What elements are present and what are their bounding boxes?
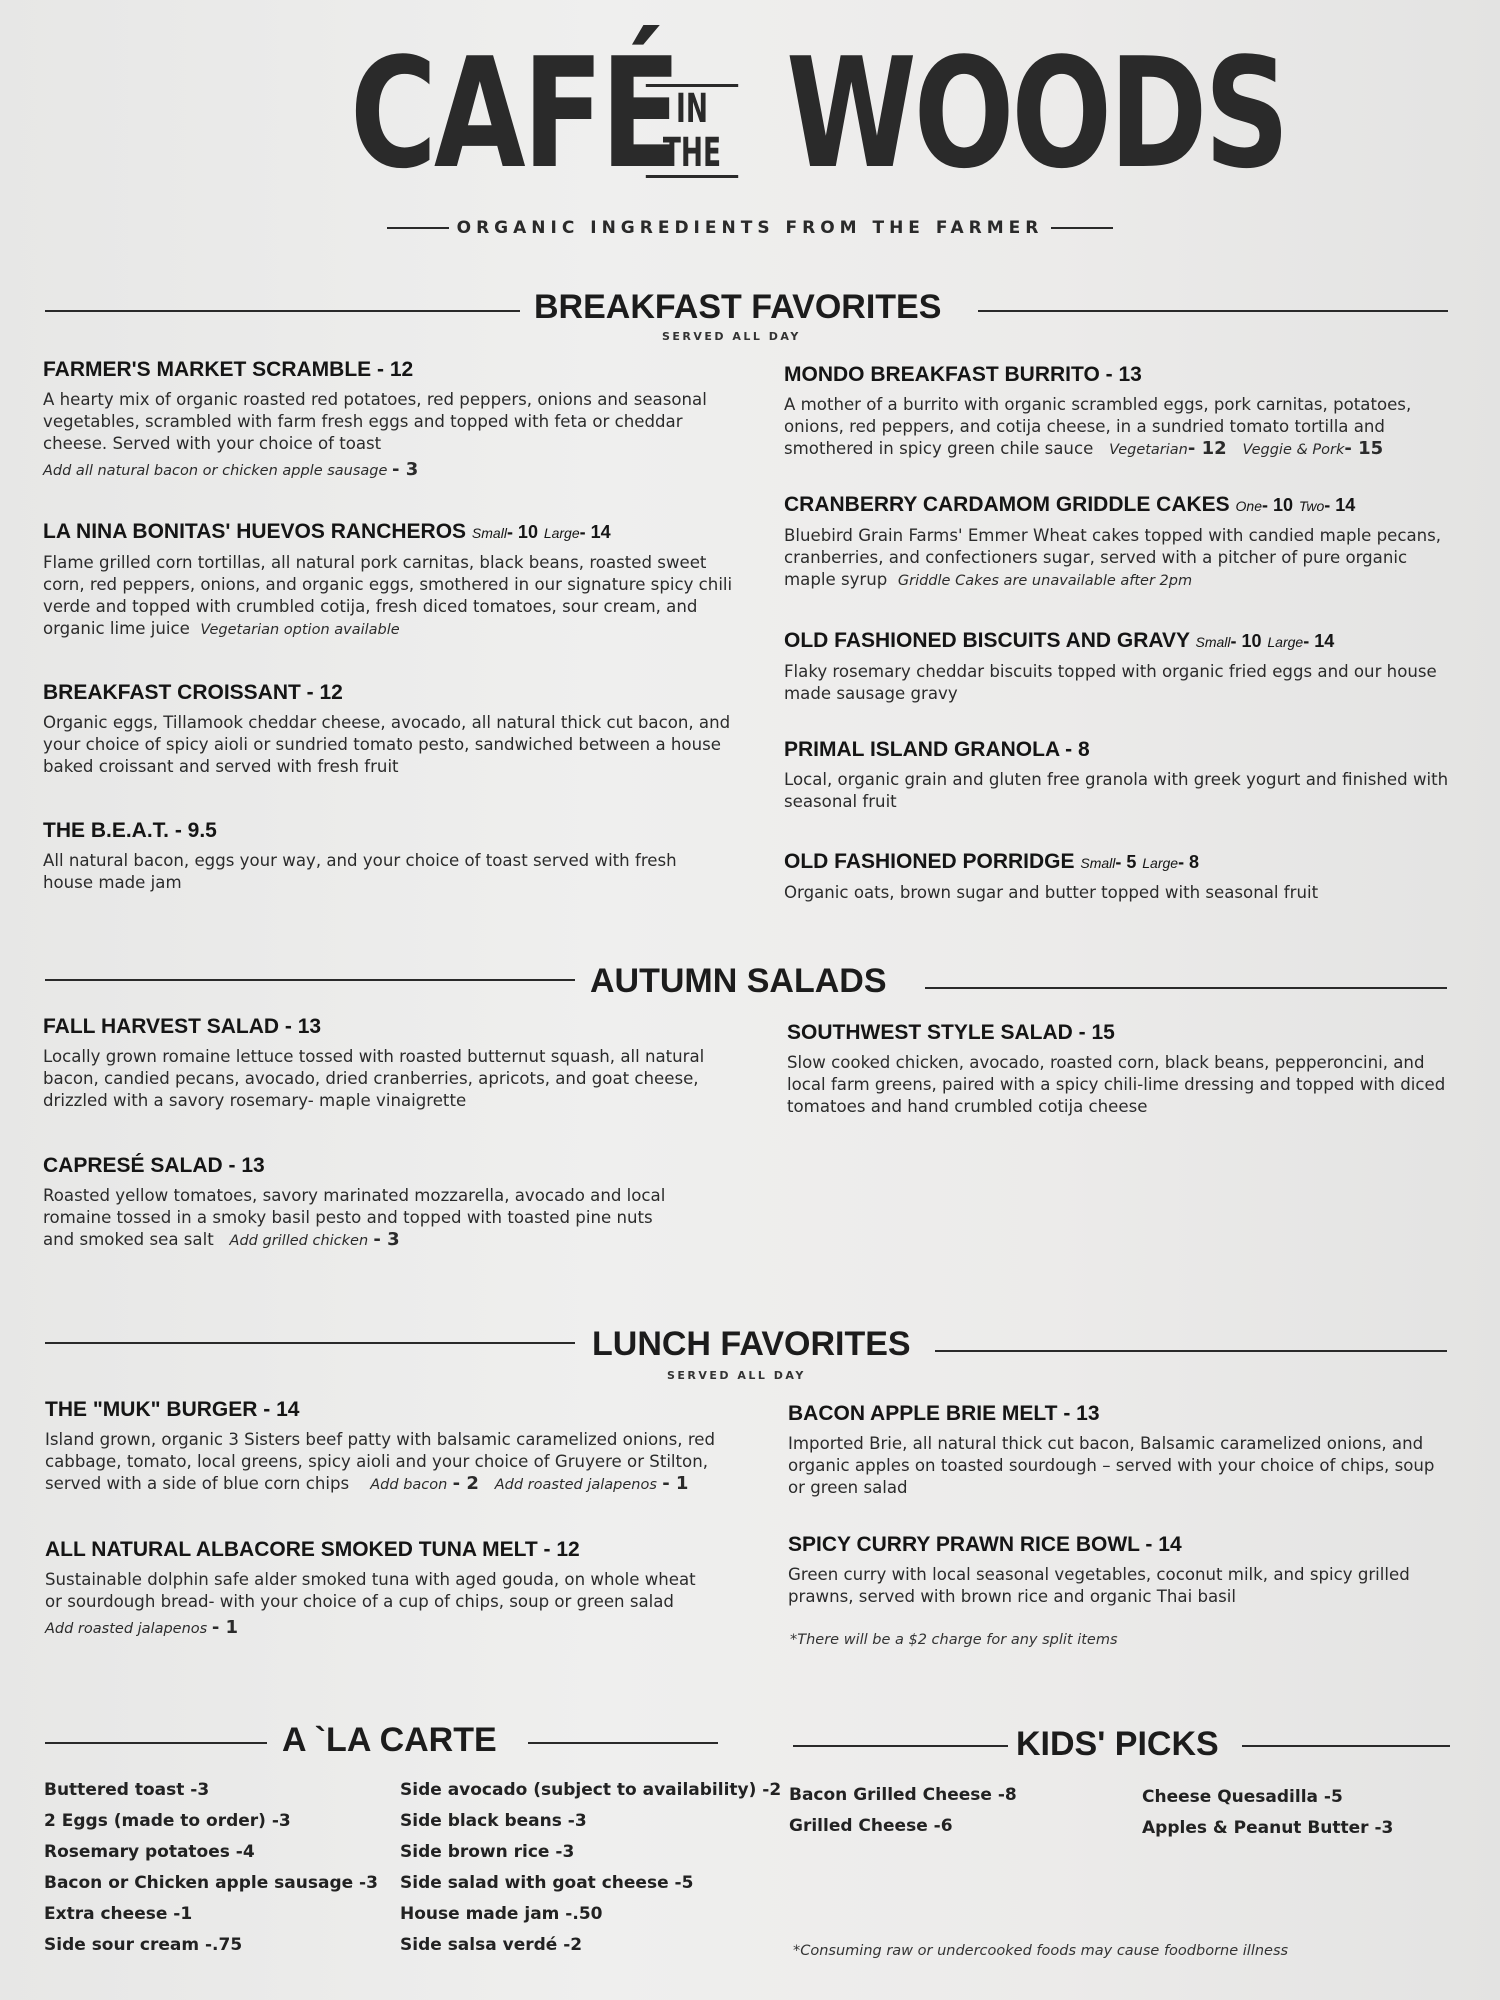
item-description: A mother of a burrito with organic scrambled eggs, pork carnitas, potatoes, onions, red peppers, and cotija cheese, in a sundried tomato tortilla and smothered in spicy green chile sauce Vegetarian- 12 Veggie & Pork- 15	[784, 395, 1412, 459]
list-item: Side brown rice -3	[400, 1842, 575, 1862]
divider-line	[978, 310, 1448, 312]
alacarte-title: A `LA CARTE	[282, 1721, 497, 1759]
item-name: OLD FASHIONED PORRIDGE Small- 5 Large- 8	[784, 850, 1200, 873]
item-description: Organic oats, brown sugar and butter topped with seasonal fruit	[784, 883, 1319, 902]
list-item: Side sour cream -.75	[44, 1935, 243, 1955]
item-name: SOUTHWEST STYLE SALAD - 15	[787, 1021, 1115, 1044]
logo-cafe: CAFÉ	[350, 25, 679, 202]
list-item: Side salsa verdé -2	[400, 1935, 583, 1955]
kids-title: KIDS' PICKS	[1016, 1725, 1219, 1763]
menu-item-the-beat	[43, 816, 703, 894]
divider-line	[45, 1342, 575, 1344]
menu-item-mondo-breakfast-burrito	[784, 360, 1454, 461]
item-description: Flame grilled corn tortillas, all natural pork carnitas, black beans, roasted sweet corn, red peppers, onions, and organic eggs, smothered in our signature spicy chili verde and topped with crumbled cotija, fresh diced tomatoes, sour cream, and organic lime juice Vegetarian option available	[43, 553, 733, 638]
item-name: PRIMAL ISLAND GRANOLA - 8	[784, 738, 1090, 761]
item-name: LA NINA BONITAS' HUEVOS RANCHEROS Small- 10 Large- 14	[43, 520, 611, 543]
list-item: Extra cheese -1	[44, 1904, 193, 1924]
item-description: Sustainable dolphin safe alder smoked tuna with aged gouda, on whole wheat or sourdough bread- with your choice of a cup of chips, soup or green salad	[45, 1570, 696, 1611]
item-description: Imported Brie, all natural thick cut bacon, Balsamic caramelized onions, and organic apples on toasted sourdough – served with your choice of chips, soup or green salad	[788, 1434, 1435, 1497]
item-name: BACON APPLE BRIE MELT - 13	[788, 1402, 1100, 1425]
item-name: OLD FASHIONED BISCUITS AND GRAVY Small- 10 Large- 14	[784, 629, 1335, 652]
alacarte-list-1	[44, 1775, 378, 1961]
list-item: Bacon or Chicken apple sausage -3	[44, 1873, 378, 1893]
divider-line	[925, 987, 1447, 989]
item-description: Roasted yellow tomatoes, savory marinated mozzarella, avocado and local romaine tossed in a smoky basil pesto and topped with toasted pine nuts and smoked sea salt Add grilled chicken - 3	[43, 1186, 666, 1250]
item-note: Add roasted jalapenos - 1	[45, 1617, 239, 1638]
list-item: Buttered toast -3	[44, 1780, 210, 1800]
list-item: Side avocado (subject to availability) -2	[400, 1780, 782, 1800]
divider-line	[45, 310, 520, 312]
item-name: ALL NATURAL ALBACORE SMOKED TUNA MELT - 12	[45, 1538, 580, 1561]
item-name: FALL HARVEST SALAD - 13	[43, 1015, 322, 1038]
item-name: FARMER'S MARKET SCRAMBLE - 12	[43, 358, 414, 381]
menu-item-primal-island-granola	[784, 735, 1454, 813]
list-item: Rosemary potatoes -4	[44, 1842, 255, 1862]
salads-title: AUTUMN SALADS	[590, 962, 887, 1000]
item-description: Bluebird Grain Farms' Emmer Wheat cakes topped with candied maple pecans, cranberries, and confectioners sugar, served with a pitcher of pure organic maple syrup Griddle Cakes are unavailable after 2pm	[784, 526, 1442, 589]
menu-item-huevos-rancheros	[43, 517, 733, 641]
list-item: Bacon Grilled Cheese -8	[789, 1785, 1017, 1805]
item-description: Green curry with local seasonal vegetables, coconut milk, and spicy grilled prawns, served with brown rice and organic Thai basil	[788, 1565, 1410, 1606]
list-item: House made jam -.50	[400, 1904, 603, 1924]
item-name: THE B.E.A.T. - 9.5	[43, 819, 217, 842]
divider-line	[45, 1742, 267, 1744]
item-name: CRANBERRY CARDAMOM GRIDDLE CAKES One- 10 Two- 14	[784, 493, 1356, 516]
menu-item-biscuits-and-gravy	[784, 626, 1454, 705]
menu-item-farmers-market-scramble	[43, 355, 733, 482]
menu-item-bacon-apple-brie-melt	[788, 1399, 1453, 1499]
item-description: A hearty mix of organic roasted red potatoes, red peppers, onions and seasonal vegetables, scrambled with farm fresh eggs and topped with feta or cheddar cheese. Served with your choice of toast	[43, 390, 707, 453]
item-description: Local, organic grain and gluten free granola with greek yogurt and finished with seasonal fruit	[784, 770, 1449, 811]
divider-line	[1242, 1745, 1450, 1747]
item-description: Locally grown romaine lettuce tossed with roasted butternut squash, all natural bacon, candied pecans, avocado, dried cranberries, apricots, and goat cheese, drizzled with a savory rosemary- maple vinaigrette	[43, 1047, 705, 1110]
item-description: All natural bacon, eggs your way, and your choice of toast served with fresh house made jam	[43, 851, 677, 892]
raw-food-disclaimer: *Consuming raw or undercooked foods may cause foodborne illness	[793, 1943, 1289, 1959]
item-description: Organic eggs, Tillamook cheddar cheese, avocado, all natural thick cut bacon, and your choice of spicy aioli or sundried tomato pesto, sandwiched between a house baked croissant and served with fresh fruit	[43, 713, 731, 776]
item-note: Add all natural bacon or chicken apple sausage - 3	[43, 459, 419, 480]
logo-in-the: IN THE	[646, 84, 738, 178]
menu-item-tuna-melt	[45, 1535, 705, 1640]
menu-item-old-fashioned-porridge	[784, 847, 1454, 904]
list-item: Apples & Peanut Butter -3	[1142, 1818, 1394, 1838]
list-item: Side black beans -3	[400, 1811, 587, 1831]
split-charge-note: *There will be a $2 charge for any split items	[790, 1632, 1118, 1648]
divider-line	[528, 1742, 718, 1744]
kids-list-2	[1142, 1782, 1393, 1844]
alacarte-list-2	[400, 1775, 781, 1961]
kids-list-1	[789, 1780, 1017, 1842]
divider-line	[935, 1350, 1447, 1352]
item-name: THE "MUK" BURGER - 14	[45, 1398, 300, 1421]
item-name: MONDO BREAKFAST BURRITO - 13	[784, 363, 1142, 386]
menu-item-fall-harvest-salad	[43, 1012, 733, 1112]
menu-item-southwest-style-salad	[787, 1018, 1452, 1118]
list-item: Grilled Cheese -6	[789, 1816, 953, 1836]
list-item: Side salad with goat cheese -5	[400, 1873, 694, 1893]
item-name: CAPRESÉ SALAD - 13	[43, 1154, 265, 1177]
tagline: ORGANIC INGREDIENTS FROM THE FARMER	[0, 218, 1500, 238]
divider-line	[793, 1745, 1008, 1747]
list-item: 2 Eggs (made to order) -3	[44, 1811, 291, 1831]
lunch-title: LUNCH FAVORITES	[592, 1325, 911, 1363]
item-description: Slow cooked chicken, avocado, roasted corn, black beans, pepperoncini, and local farm greens, paired with a spicy chili-lime dressing and topped with diced tomatoes and hand crumbled cotija cheese	[787, 1053, 1446, 1116]
item-name: SPICY CURRY PRAWN RICE BOWL - 14	[788, 1533, 1182, 1556]
logo-woods: WOODS	[786, 25, 1287, 202]
item-description: Island grown, organic 3 Sisters beef patty with balsamic caramelized onions, red cabbage, tomato, local greens, spicy aioli and your choice of Gruyere or Stilton, served with a side of blue corn chips Add bacon - 2 Add roasted jalapenos - 1	[45, 1430, 716, 1494]
menu-item-breakfast-croissant	[43, 678, 733, 778]
breakfast-subtitle: SERVED ALL DAY	[662, 330, 801, 343]
lunch-subtitle: SERVED ALL DAY	[667, 1369, 806, 1382]
item-description: Flaky rosemary cheddar biscuits topped with organic fried eggs and our house made sausage gravy	[784, 662, 1437, 703]
divider-line	[45, 979, 575, 981]
list-item: Cheese Quesadilla -5	[1142, 1787, 1343, 1807]
menu-item-griddle-cakes	[784, 490, 1454, 592]
menu-item-spicy-curry-prawn-rice-bowl	[788, 1530, 1453, 1608]
cafe-logo	[0, 25, 1500, 218]
menu-item-muk-burger	[45, 1395, 735, 1496]
menu-item-caprese-salad	[43, 1151, 683, 1252]
breakfast-title: BREAKFAST FAVORITES	[534, 288, 942, 326]
item-name: BREAKFAST CROISSANT - 12	[43, 681, 343, 704]
